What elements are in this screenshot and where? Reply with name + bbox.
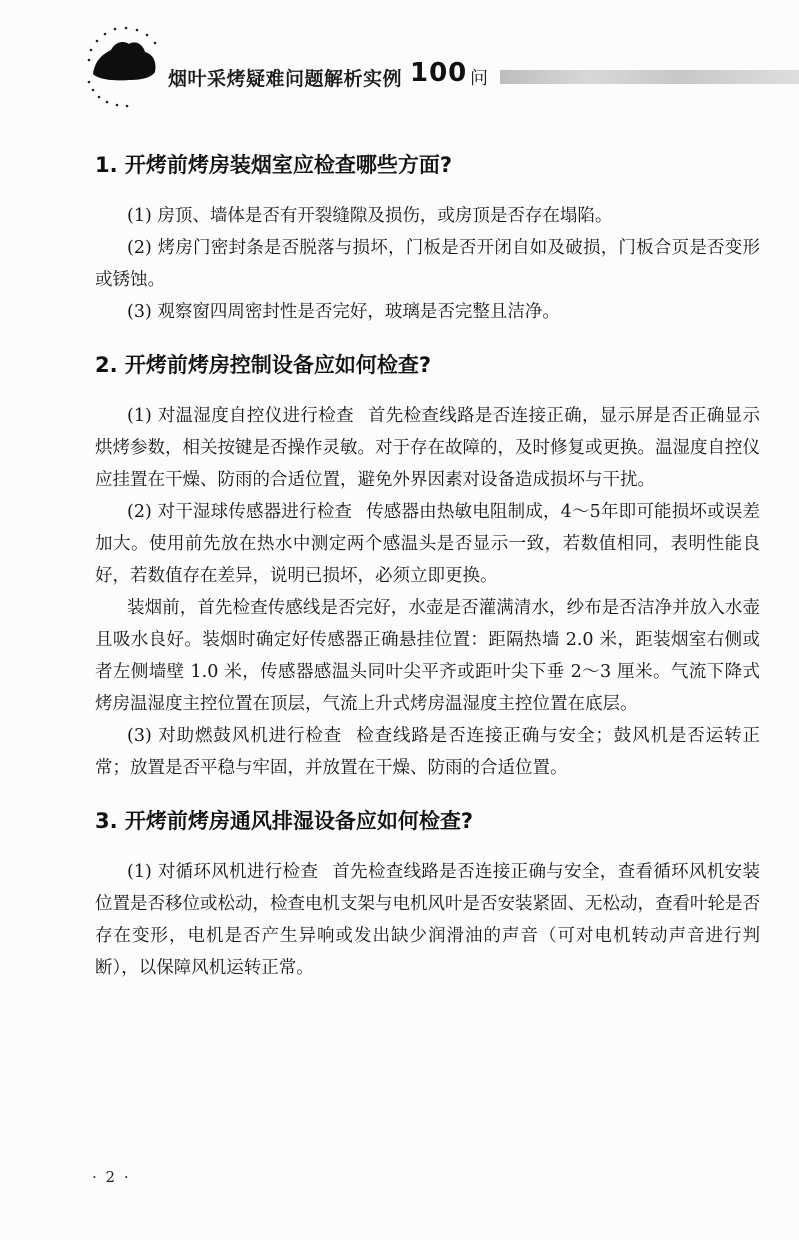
q2-item-2-body: 传感器由热敏电阻制成，4～5年即可能损坏或误差加大。使用前先放在热水中测定两个感温头是否显示一致，若数值相同，表明性能良好，若数值存在差异，说明已损坏，必须立即更换。: [95, 502, 760, 586]
q2-item-1: [95, 400, 760, 496]
q2-item-1-head: (1) 对温湿度自控仪进行检查: [127, 406, 354, 426]
book-title-number: 100: [410, 58, 468, 88]
q3-item-1-body: 首先检查线路是否连接正确与安全，查看循环风机安装位置是否移位或松动，检查电机支架与电机风叶是否安装紧固、无松动，查看叶轮是否存在变形，电机是否产生异响或发出缺少润滑油的声音（可对电机转动声音进行判断），以保障风机运转正常。: [95, 862, 760, 978]
q3-item-1-head: (1) 对循环风机进行检查: [127, 862, 319, 882]
q2-item-1-body: 首先检查线路是否连接正确，显示屏是否正确显示烘烤参数，相关按键是否操作灵敏。对于存在故障的，及时修复或更换。温湿度自控仪应挂置在干燥、防雨的合适位置，避免外界因素对设备造成损坏与干扰。: [95, 406, 760, 490]
q2-item-2-head: (2) 对干湿球传感器进行检查: [127, 502, 353, 522]
q2-item-3-body: 检查线路是否连接正确与安全；鼓风机是否运转正常；放置是否平稳与牢固，并放置在干燥、防雨的合适位置。: [95, 726, 760, 778]
tobacco-logo-icon: [85, 20, 165, 110]
q1-item-3: (3) 观察窗四周密封性是否完好，玻璃是否完整且洁净。: [127, 302, 560, 322]
question-3-title: 3. 开烤前烤房通风排湿设备应如何检查?: [95, 809, 474, 833]
q2-item-2: [95, 496, 760, 592]
q2-paragraph: 装烟前，首先检查传感线是否完好，水壶是否灌满清水，纱布是否洁净并放入水壶且吸水良好。装烟时确定好传感器正确悬挂位置：距隔热墙 2.0 米，距装烟室右侧或者左侧墙壁 1.0 米，传感器感温头同叶尖平齐或距叶尖下垂 2～3 厘米。气流下降式烤房温湿度主控位置在顶层，气流上升式烤房温湿度主控位置在底层。: [95, 598, 760, 714]
page-header: [0, 0, 799, 120]
q3-item-1: [95, 856, 760, 984]
q1-item-2: (2) 烤房门密封条是否脱落与损坏，门板是否开闭自如及破损，门板合页是否变形或锈蚀。: [95, 238, 760, 290]
header-bar: [500, 70, 799, 84]
q1-item-1: (1) 房顶、墙体是否有开裂缝隙及损伤，或房顶是否存在塌陷。: [127, 206, 613, 226]
book-title: 烟叶采烤疑难问题解析实例: [168, 68, 403, 90]
q2-item-3: [95, 720, 760, 784]
question-2-title: 2. 开烤前烤房控制设备应如何检查?: [95, 353, 432, 377]
page-content: [95, 150, 760, 984]
book-title-suffix: 问: [470, 68, 488, 89]
page-number: · 2 ·: [92, 1168, 131, 1186]
q2-item-3-head: (3) 对助燃鼓风机进行检查: [127, 726, 343, 746]
question-1-title: 1. 开烤前烤房装烟室应检查哪些方面?: [95, 153, 453, 177]
